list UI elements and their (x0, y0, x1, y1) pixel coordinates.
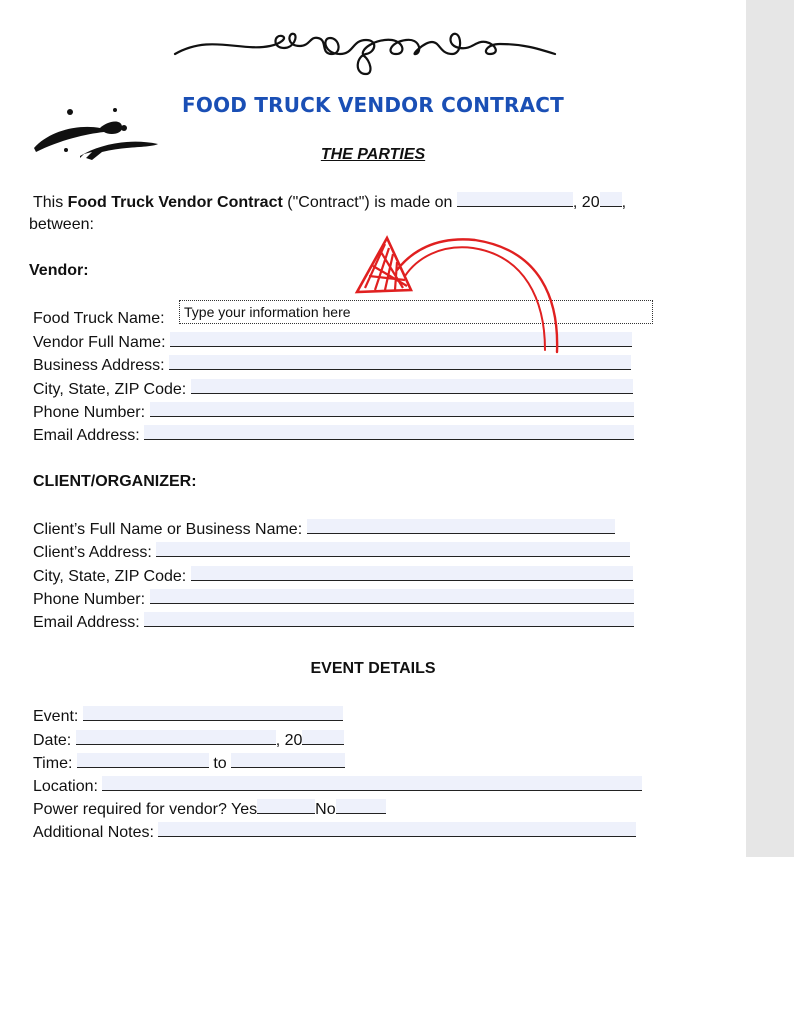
field-label: Event: (33, 708, 79, 725)
field-label: Power required for vendor? Yes (33, 801, 258, 818)
field-label: City, State, ZIP Code: (33, 381, 187, 398)
field-event (33, 706, 343, 727)
event-name-field[interactable] (83, 706, 343, 721)
field-label: Email Address: (33, 427, 140, 444)
power-yes-field[interactable] (257, 799, 315, 814)
field-vendor-city (33, 379, 633, 400)
client-city-field[interactable] (191, 566, 633, 581)
client-email-field[interactable] (144, 612, 634, 627)
event-start-time-field[interactable] (77, 753, 209, 768)
additional-notes-field[interactable] (158, 822, 636, 837)
field-label: Additional Notes: (33, 824, 154, 841)
field-power-required (33, 799, 386, 820)
field-label: Time: (33, 755, 73, 772)
power-no-field[interactable] (336, 799, 386, 814)
field-client-city (33, 566, 633, 587)
vendor-city-field[interactable] (191, 379, 633, 394)
field-vendor-email (33, 425, 634, 446)
red-arrow-annotation-icon (345, 230, 575, 360)
field-label: Food Truck Name: (33, 310, 165, 327)
field-label: Business Address: (33, 357, 165, 374)
intro-contract-name: Food Truck Vendor Contract (67, 194, 283, 211)
field-label: Client’s Full Name or Business Name: (33, 521, 303, 538)
field-event-time (33, 753, 345, 774)
event-date-field[interactable] (76, 730, 276, 745)
client-name-field[interactable] (307, 519, 615, 534)
event-location-field[interactable] (102, 776, 642, 791)
intro-year-prefix: , 20 (572, 194, 600, 211)
client-phone-field[interactable] (150, 589, 634, 604)
contract-date-field[interactable] (457, 192, 573, 207)
date-year-prefix: , 20 (275, 732, 303, 749)
field-client-email (33, 612, 634, 633)
viewer-gutter (746, 0, 794, 857)
field-vendor-phone (33, 402, 634, 423)
intro-prefix: This (33, 194, 68, 211)
field-label: Phone Number: (33, 404, 146, 421)
field-label: Date: (33, 732, 72, 749)
field-label: Phone Number: (33, 591, 146, 608)
field-client-address (33, 542, 630, 563)
event-heading: EVENT DETAILS (310, 660, 436, 677)
intro-end: , (621, 194, 627, 211)
field-client-name (33, 519, 615, 540)
contract-year-field[interactable] (600, 192, 622, 207)
vendor-phone-field[interactable] (150, 402, 634, 417)
event-year-field[interactable] (302, 730, 344, 745)
vendor-heading: Vendor: (29, 262, 89, 279)
food-truck-name-input[interactable]: Type your information here (179, 300, 653, 324)
field-client-phone (33, 589, 634, 610)
field-food-truck-name (33, 309, 165, 329)
vendor-email-field[interactable] (144, 425, 634, 440)
field-label: Email Address: (33, 614, 140, 631)
client-heading: CLIENT/ORGANIZER: (33, 473, 197, 490)
field-label: Location: (33, 778, 98, 795)
field-event-location (33, 776, 642, 797)
field-additional-notes (33, 822, 636, 843)
intro-line (33, 192, 626, 213)
intro-suffix: ("Contract") is made on (282, 194, 453, 211)
event-end-time-field[interactable] (231, 753, 345, 768)
intro-line-2: between: (29, 216, 94, 233)
section-subtitle: THE PARTIES (320, 146, 426, 163)
document-title: FOOD TRUCK VENDOR CONTRACT (182, 93, 564, 117)
field-label: Client’s Address: (33, 544, 152, 561)
flourish-ornament-icon (170, 24, 560, 76)
field-label: Vendor Full Name: (33, 334, 166, 351)
client-address-field[interactable] (156, 542, 630, 557)
field-label: City, State, ZIP Code: (33, 568, 187, 585)
time-to-label: to (213, 755, 227, 772)
field-event-date (33, 730, 344, 751)
power-no-label: No (315, 801, 336, 818)
